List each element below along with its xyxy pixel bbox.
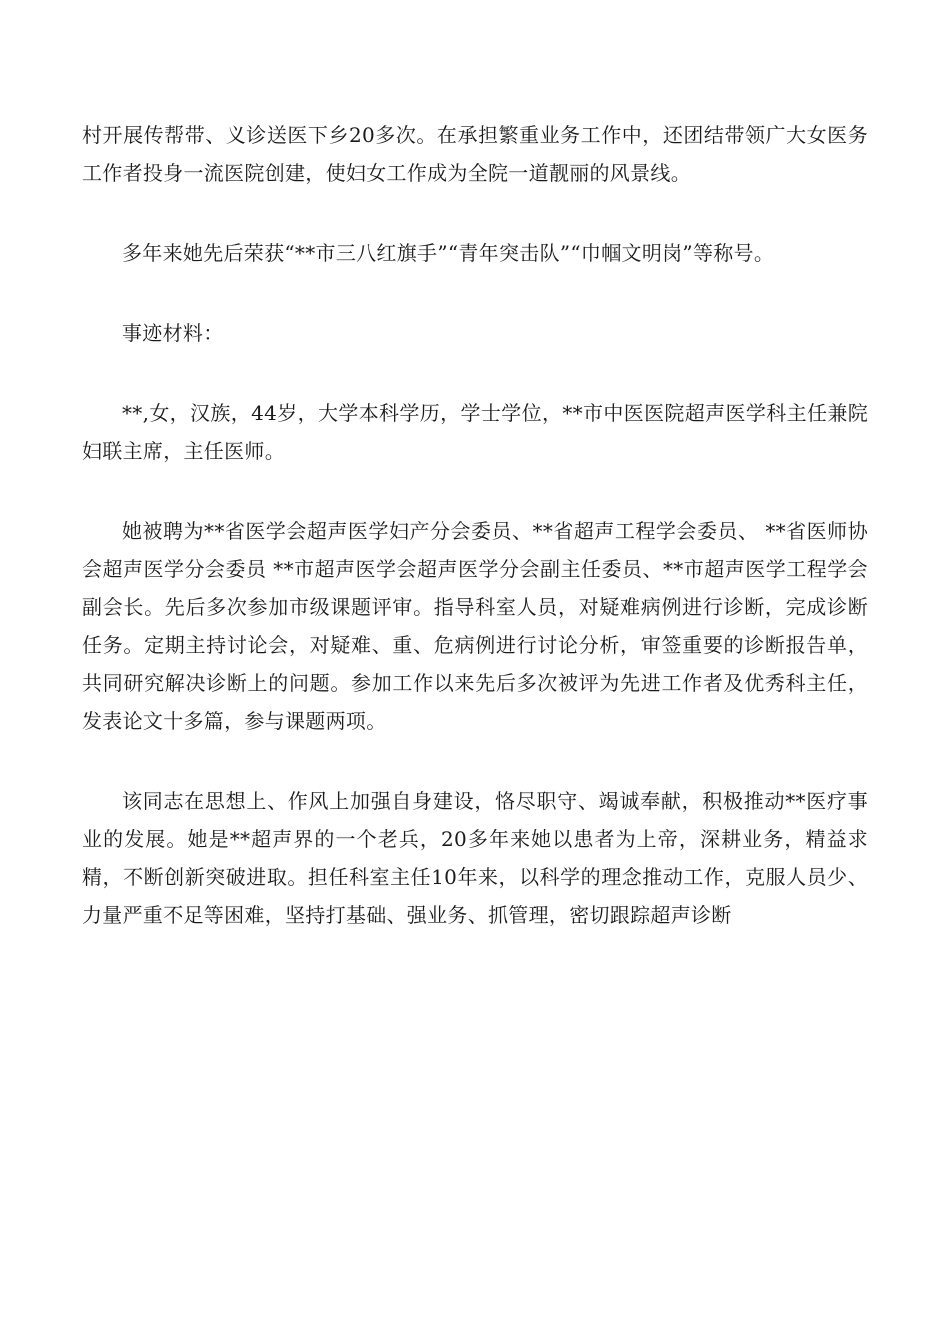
paragraph-dedication: 该同志在思想上、作风上加强自身建设，恪尽职守、竭诚奉献，积极推动**医疗事业的发展。她是**超声界的一个老兵，20多年来她以患者为上帝，深耕业务，精益求精，不断创新突破进取。担任科室主任10年来，以科学的理念推动工作，克服人员少、力量严重不足等困难，坚持打基础、强业务、抓管理，密切跟踪超声诊断	[82, 789, 868, 927]
document-body	[82, 116, 868, 934]
paragraph-continuation: 村开展传帮带、义诊送医下乡20多次。在承担繁重业务工作中，还团结带领广大女医务工作者投身一流医院创建，使妇女工作成为全院一道靓丽的风景线。	[82, 123, 868, 185]
paragraph-appointments: 她被聘为**省医学会超声医学妇产分会委员、**省超声工程学会委员、 **省医师协会超声医学分会委员 **市超声医学会超声医学分会副主任委员、**市超声医学工程学会副会长。先后多次参加市级课题评审。指导科室人员，对疑难病例进行诊断，完成诊断任务。定期主持讨论会，对疑难、重、危病例进行讨论分析，审签重要的诊断报告单，共同研究解决诊断上的问题。参加工作以来先后多次被评为先进工作者及优秀科主任，发表论文十多篇，参与课题两项。	[82, 519, 868, 733]
section-heading-deeds: 事迹材料：	[122, 321, 224, 345]
paragraph-honors: 多年来她先后荣获“**市三八红旗手”“青年突击队”“巾帼文明岗”等称号。	[122, 241, 775, 265]
paragraph-profile: **,女，汉族，44岁，大学本科学历，学士学位，**市中医医院超声医学科主任兼院妇联主席，主任医师。	[82, 401, 868, 463]
